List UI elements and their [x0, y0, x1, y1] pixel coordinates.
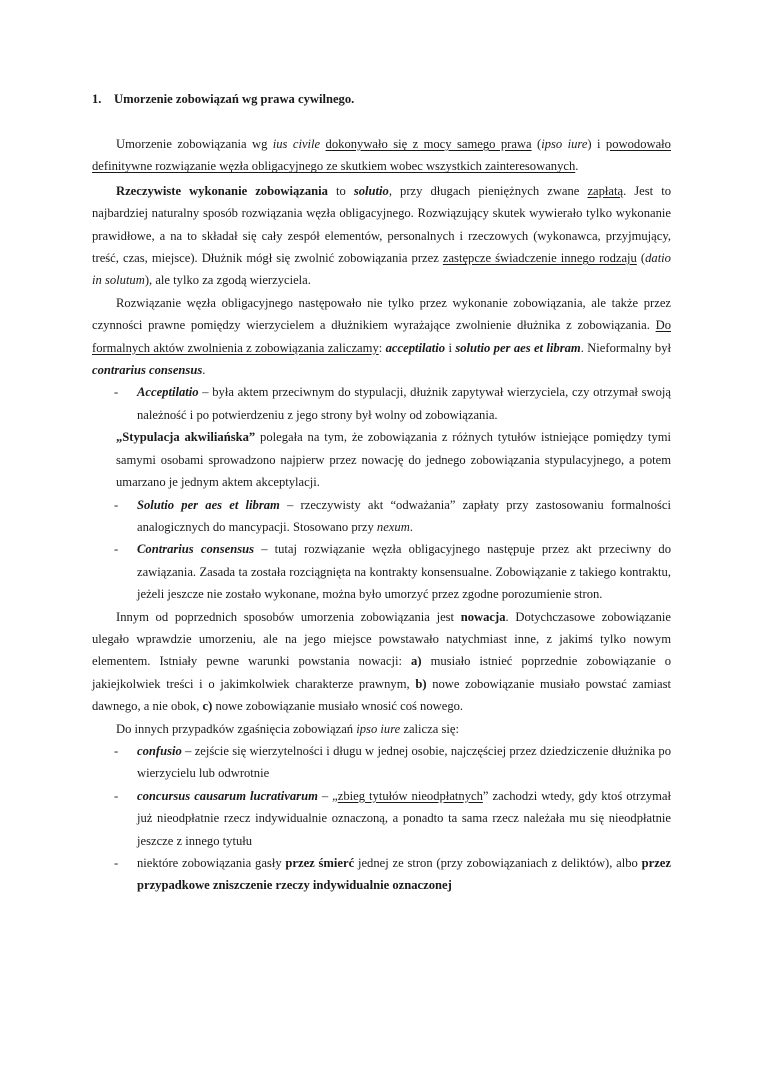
- text-run: ), ale tylko za zgodą wierzyciela.: [144, 273, 311, 288]
- list-dash: -: [114, 856, 119, 870]
- list-dash: -: [114, 385, 119, 400]
- text-run: ) i: [587, 137, 606, 151]
- latin-term: ipso iure: [541, 137, 588, 151]
- latin-term: nexum: [376, 519, 410, 534]
- text-run: (: [636, 251, 646, 266]
- text-run: i: [445, 340, 456, 355]
- text-run: Umorzenie zobowiązania wg: [116, 137, 273, 151]
- paragraph-stypulacja: [92, 426, 671, 493]
- document-page: [92, 88, 671, 897]
- latin-term: acceptilatio: [385, 340, 446, 355]
- text-run: :: [378, 340, 386, 355]
- latin-term: solutio per aes et libram: [455, 340, 581, 355]
- heading-number: 1.: [92, 92, 102, 106]
- text-run: . Jest to najbardziej naturalny sposób rozwiązania węzła obligacyjnego. Rozwiązujący skutek wywierało tylko wykonanie prawidłowe, a na to składał się cały zespół elementów, personalnych i rzeczowych (wykonawca, przyjmujący, treść, czas, miejsce). Dłużnik mógł się zwolnić zobowiązania przez: [92, 183, 672, 266]
- underlined-phrase: zbieg tytułów nieodpłatnych: [337, 788, 483, 803]
- bold-term: przez przypadkowe zniszczenie rzeczy indywidualnie oznaczonej: [137, 856, 671, 893]
- latin-term: datio in solutum: [92, 251, 671, 288]
- latin-term: Contrarius consensus: [137, 542, 255, 557]
- bold-term: a): [411, 654, 422, 669]
- underlined-phrase: powodowało definitywne rozwiązanie węzła obligacyjnego ze skutkiem wobec wszystkich zainteresowanych: [92, 137, 671, 174]
- latin-term: Solutio per aes et libram: [137, 497, 280, 512]
- bold-term: b): [415, 676, 427, 691]
- latin-term: Acceptilatio: [137, 385, 199, 400]
- latin-term: concursus causarum lucrativarum: [137, 788, 318, 803]
- bold-term: nowacja: [460, 609, 506, 624]
- list-dash: -: [114, 497, 119, 512]
- latin-term: contrarius consensus: [92, 363, 203, 378]
- paragraph-intro: [92, 133, 671, 178]
- text-run: – tutaj rozwiązanie węzła obligacyjnego następuje przez akt przeciwny do zawiązania. Zasada ta została rozciągnięta na kontrakty konsensualne. Zobowiązanie z takiego kontraktu, jeżeli jeszcze nie zostało wykonane, można było umorzyć przez zgodne porozumienie stron.: [137, 542, 671, 602]
- bold-term: „Stypulacja akwiliańska”: [116, 430, 256, 445]
- list-dash: -: [114, 542, 119, 557]
- underlined-phrase: zastępcze świadczenie innego rodzaju: [442, 251, 637, 266]
- text-run: – zejście się wierzytelności i długu w jednej osobie, najczęściej przez dziedziczenie dłużnika po wierzycielu lub odwrotnie: [137, 743, 671, 781]
- latin-term: confusio: [137, 743, 182, 758]
- text-run: , przy długach pieniężnych zwane: [388, 183, 588, 198]
- bold-term: c): [202, 699, 213, 714]
- text-run: Innym od poprzednich sposobów umorzenia zobowiązania jest: [116, 609, 461, 624]
- list-item-solutio-per-aes: [92, 494, 671, 539]
- paragraph-release: [92, 292, 671, 382]
- heading-title: Umorzenie zobowiązań wg prawa cywilnego.: [114, 92, 355, 106]
- list-dash: -: [114, 743, 119, 758]
- text-run: polegała na tym, że zobowiązania z różnych tytułów istniejące pomiędzy tymi samymi osobami sprowadzono najpierw przez nowację do jednego zobowiązania stypulacyjnego, a potem umarzano je jednym aktem akceptylacji.: [116, 430, 671, 490]
- underlined-phrase: Do formalnych aktów zwolnienia z zobowiązania zaliczamy: [92, 318, 671, 355]
- text-run: – „: [317, 788, 338, 803]
- list-item-death: [92, 852, 671, 897]
- list-item-concursus: [92, 785, 671, 852]
- text-run: .: [409, 519, 413, 534]
- text-run: zalicza się:: [400, 721, 459, 736]
- underlined-phrase: dokonywało się z mocy samego prawa: [325, 137, 532, 151]
- text-run: nowe zobowiązanie musiało wnosić coś nowego.: [212, 699, 464, 714]
- text-run: – była aktem przeciwnym do stypulacji, dłużnik zapytywał wierzyciela, czy otrzymał swoją należność i po potwierdzeniu z jego strony był wolny od zobowiązania.: [137, 385, 671, 422]
- paragraph-other-cases: [92, 718, 671, 740]
- text-run: nowe zobowiązanie musiało powstać zamiast dawnego, a nie obok,: [92, 676, 671, 714]
- text-run: niektóre zobowiązania gasły: [137, 856, 286, 870]
- bold-term: Rzeczywiste wykonanie zobowiązania: [116, 183, 328, 198]
- list-dash: -: [114, 788, 119, 803]
- text-run: to: [327, 183, 354, 198]
- text-run: Rozwiązanie węzła obligacyjnego następowało nie tylko przez wykonanie zobowiązania, ale także przez czynności prawne pomiędzy wierzycielem a dłużnikiem wyrażające zwolnienie dłużnika z zobowiązania.: [92, 295, 671, 333]
- section-heading: [92, 88, 671, 110]
- list-item-contrarius: [92, 538, 671, 605]
- latin-term: ipso iure: [356, 721, 401, 736]
- text-run: ” zachodzi wtedy, gdy ktoś otrzymał już nieodpłatnie rzecz indywidualnie oznaczoną, a ponadto ta sama rzecz należała mu się nieodpłatnie jeszcze z innego tytułu: [137, 788, 671, 848]
- paragraph-solutio: [92, 180, 671, 292]
- text-run: .: [575, 159, 579, 174]
- text-run: . Nieformalny był: [580, 340, 672, 355]
- text-run: .: [202, 363, 206, 378]
- list-item-confusio: [92, 740, 671, 785]
- text-run: . Dotychczasowe zobowiązanie ulegało wprawdzie umorzeniu, ale na jego miejsce powstawało natychmiast inne, z jakimś tylko nowym elementem. Istniały pewne warunki powstania nowacji:: [92, 609, 671, 669]
- text-run: jednej ze stron (przy zobowiązaniach z deliktów), albo: [354, 856, 642, 870]
- paragraph-nowacja: [92, 606, 671, 718]
- text-run: (: [531, 137, 542, 151]
- text-run: Do innych przypadków zgaśnięcia zobowiązań: [116, 721, 357, 736]
- text-run: musiało istnieć poprzednie zobowiązanie o jakiejkolwiek treści i o jakimkolwiek charakterze prawnym,: [92, 654, 672, 691]
- underlined-phrase: zapłatą: [587, 183, 624, 198]
- bold-term: przez śmierć: [285, 856, 355, 870]
- latin-term: ius civile: [272, 137, 321, 151]
- list-item-acceptilatio: [92, 381, 671, 426]
- text-run: – rzeczywisty akt “odważania” zapłaty przy zastosowaniu formalności analogicznych do mancypacji. Stosowano przy: [137, 497, 671, 534]
- latin-term: solutio: [353, 183, 389, 198]
